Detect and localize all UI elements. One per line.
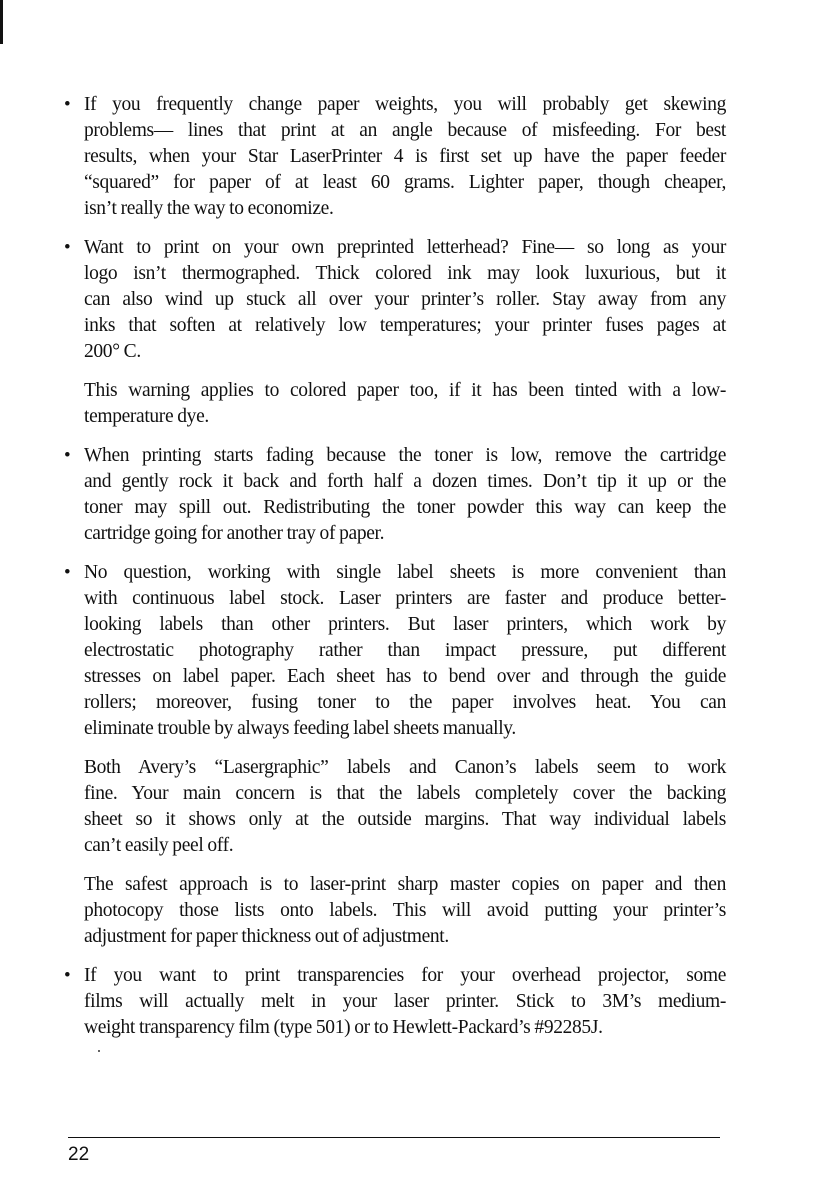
bullet-icon: •	[64, 237, 71, 258]
bullet-item	[64, 963, 726, 1041]
bullet-item	[64, 92, 726, 222]
text-line: eliminate trouble by always feeding label sheets manually.	[84, 718, 516, 739]
text-line: problems— lines that print at an angle because of misfeeding. For best	[84, 120, 726, 141]
text-line: The safest approach is to laser-print sharp master copies on paper and then	[84, 874, 726, 895]
text-line: stresses on label paper. Each sheet has to bend over and through the guide	[84, 666, 726, 687]
text-line: When printing starts fading because the toner is low, remove the cartridge	[84, 445, 726, 466]
text-line: photocopy those lists onto labels. This will avoid putting your printer’s	[84, 900, 726, 921]
text-line: electrostatic photography rather than impact pressure, put different	[84, 640, 726, 661]
bullet-item	[64, 235, 726, 365]
text-line: temperature dye.	[84, 406, 209, 427]
stray-dot	[98, 1050, 100, 1052]
paragraph	[64, 378, 726, 430]
text-line: with continuous label stock. Laser printers are faster and produce better-	[84, 588, 726, 609]
text-line: This warning applies to colored paper too, if it has been tinted with a low-	[84, 380, 726, 401]
text-line: sheet so it shows only at the outside margins. That way individual labels	[84, 809, 726, 830]
text-line: looking labels than other printers. But laser printers, which work by	[84, 614, 726, 635]
text-line: can also wind up stuck all over your printer’s roller. Stay away from any	[84, 289, 726, 310]
bullet-item	[64, 443, 726, 547]
bullet-icon: •	[64, 445, 71, 466]
text-line: toner may spill out. Redistributing the toner powder this way can keep the	[84, 497, 726, 518]
scan-edge-mark	[0, 0, 3, 44]
text-line: If you frequently change paper weights, you will probably get skewing	[84, 94, 726, 115]
page-body	[64, 92, 726, 1054]
text-line: “squared” for paper of at least 60 grams. Lighter paper, though cheaper,	[84, 172, 726, 193]
text-line: isn’t really the way to economize.	[84, 198, 334, 219]
footer-rule	[68, 1137, 720, 1138]
text-line: rollers; moreover, fusing toner to the paper involves heat. You can	[84, 692, 726, 713]
text-line: and gently rock it back and forth half a dozen times. Don’t tip it up or the	[84, 471, 726, 492]
text-line: can’t easily peel off.	[84, 835, 234, 856]
text-line: fine. Your main concern is that the labels completely cover the backing	[84, 783, 726, 804]
text-line: If you want to print transparencies for your overhead projector, some	[84, 965, 726, 986]
bullet-icon: •	[64, 94, 71, 115]
paragraph	[64, 755, 726, 859]
text-line: No question, working with single label sheets is more convenient than	[84, 562, 726, 583]
text-line: weight transparency film (type 501) or to Hewlett-Packard’s #92285J.	[84, 1017, 603, 1038]
page-number: 22	[68, 1144, 90, 1165]
text-line: 200° C.	[84, 341, 141, 362]
text-line: adjustment for paper thickness out of adjustment.	[84, 926, 449, 947]
bullet-item	[64, 560, 726, 742]
paragraph	[64, 872, 726, 950]
text-line: cartridge going for another tray of paper.	[84, 523, 385, 544]
bullet-icon: •	[64, 562, 71, 583]
text-line: results, when your Star LaserPrinter 4 is first set up have the paper feeder	[84, 146, 726, 167]
text-line: films will actually melt in your laser printer. Stick to 3M’s medium-	[84, 991, 726, 1012]
text-line: logo isn’t thermographed. Thick colored ink may look luxurious, but it	[84, 263, 726, 284]
text-line: Want to print on your own preprinted letterhead? Fine— so long as your	[84, 237, 726, 258]
text-line: Both Avery’s “Lasergraphic” labels and Canon’s labels seem to work	[84, 757, 726, 778]
bullet-icon: •	[64, 965, 71, 986]
text-line: inks that soften at relatively low temperatures; your printer fuses pages at	[84, 315, 726, 336]
